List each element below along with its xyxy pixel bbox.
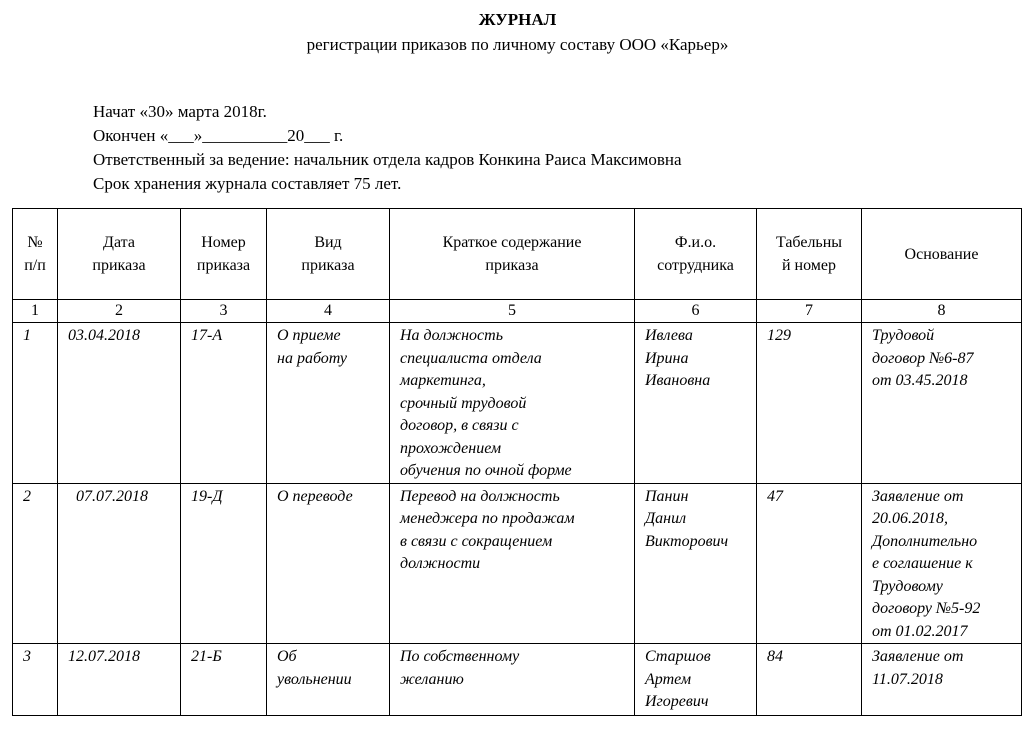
cell-employee: Панин Данил Викторович xyxy=(635,483,757,644)
cell-type: Об увольнении xyxy=(267,644,390,716)
column-number-row xyxy=(13,300,1022,323)
col-header-num: № п/п xyxy=(13,209,58,300)
column-number: 3 xyxy=(181,300,267,323)
cell-basis: Трудовой договор №6-87 от 03.45.2018 xyxy=(862,323,1022,484)
cell-num: 1 xyxy=(13,323,58,484)
col-header-type: Вид приказа xyxy=(267,209,390,300)
cell-summary: По собственному желанию xyxy=(390,644,635,716)
table-row xyxy=(13,323,1022,484)
cell-employee: Ивлева Ирина Ивановна xyxy=(635,323,757,484)
cell-tab-no: 129 xyxy=(757,323,862,484)
end-date-line: Окончен «___»__________20___ г. xyxy=(93,126,344,145)
col-header-order-no: Номер приказа xyxy=(181,209,267,300)
column-number: 4 xyxy=(267,300,390,323)
column-number: 8 xyxy=(862,300,1022,323)
cell-employee: Старшов Артем Игоревич xyxy=(635,644,757,716)
column-number: 1 xyxy=(13,300,58,323)
col-header-summary: Краткое содержание приказа xyxy=(390,209,635,300)
column-number: 6 xyxy=(635,300,757,323)
column-number: 7 xyxy=(757,300,862,323)
cell-basis: Заявление от 11.07.2018 xyxy=(862,644,1022,716)
start-date-line: Начат «30» марта 2018г. xyxy=(93,102,267,121)
cell-date: 07.07.2018 xyxy=(58,483,181,644)
cell-order-no: 19-Д xyxy=(181,483,267,644)
cell-order-no: 21-Б xyxy=(181,644,267,716)
col-header-tab-no: Табельны й номер xyxy=(757,209,862,300)
table-row xyxy=(13,483,1022,644)
journal-meta xyxy=(93,100,682,196)
journal-subtitle: регистрации приказов по личному составу ООО «Карьер» xyxy=(306,35,729,54)
column-number: 2 xyxy=(58,300,181,323)
cell-summary: Перевод на должность менеджера по продажам в связи с сокращением должности xyxy=(390,483,635,644)
cell-tab-no: 47 xyxy=(757,483,862,644)
header-row xyxy=(13,209,1022,300)
table-row xyxy=(13,644,1022,716)
cell-summary: На должность специалиста отдела маркетинга, срочный трудовой договор, в связи с прохождением обучения по очной форме xyxy=(390,323,635,484)
cell-date: 03.04.2018 xyxy=(58,323,181,484)
retention-line: Срок хранения журнала составляет 75 лет. xyxy=(93,174,402,193)
col-header-basis: Основание xyxy=(862,209,1022,300)
cell-order-no: 17-А xyxy=(181,323,267,484)
col-header-employee: Ф.и.о. сотрудника xyxy=(635,209,757,300)
journal-title: ЖУРНАЛ xyxy=(478,10,557,29)
cell-tab-no: 84 xyxy=(757,644,862,716)
cell-type: О переводе xyxy=(267,483,390,644)
orders-table xyxy=(12,208,1022,716)
cell-basis: Заявление от 20.06.2018, Дополнительно е соглашение к Трудовому договору №5-92 от 01.02.2017 xyxy=(862,483,1022,644)
responsible-line: Ответственный за ведение: начальник отдела кадров Конкина Раиса Максимовна xyxy=(93,150,682,169)
cell-num: 2 xyxy=(13,483,58,644)
col-header-date: Дата приказа xyxy=(58,209,181,300)
column-number: 5 xyxy=(390,300,635,323)
cell-num: 3 xyxy=(13,644,58,716)
cell-date: 12.07.2018 xyxy=(58,644,181,716)
cell-type: О приеме на работу xyxy=(267,323,390,484)
